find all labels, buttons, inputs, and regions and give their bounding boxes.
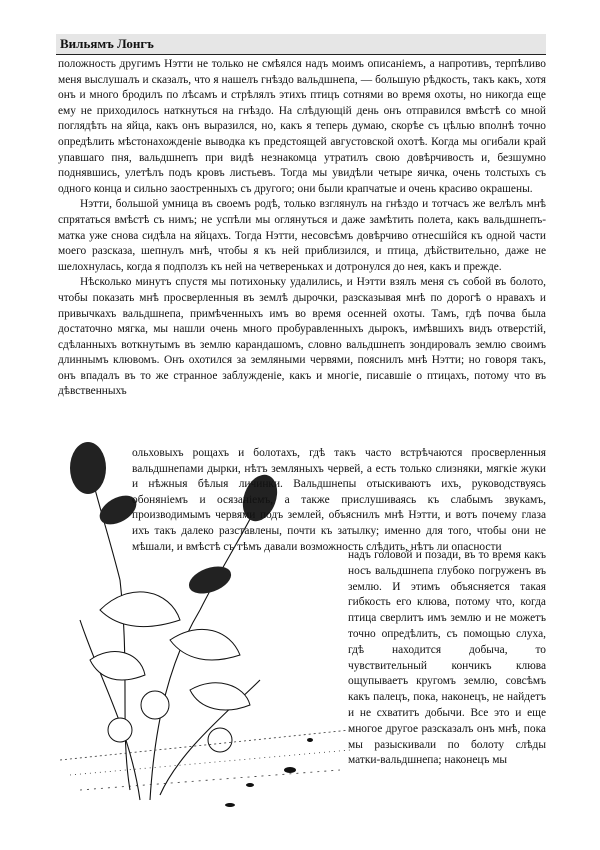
paragraph-3: Нѣсколько минутъ спустя мы потихоньку удалились, и Нэтти взялъ меня съ собой въ болото, чтобы показать мнѣ просверленныя въ землѣ дырочки, разсказывая мнѣ по дорогѣ о нравахъ и привычкахъ вальдшнепа, примѣченныхъ имъ во время осенней охоты. Тамъ, гдѣ почва была достаточно мягка, мы нашли очень много пробуравленныхъ дырокъ, имѣвшихъ видъ отверстiй, сдѣланныхъ воткнутымъ въ землю карандашомъ, словно вальдшнепъ зондировалъ землю своимъ длиннымъ клювомъ. Онъ охотился за земляными червями, пояснилъ мнѣ Нэтти; но говоря такъ, онъ впадалъ въ то же странное заблужденiе, какъ и многiе, писавшiе о птицахъ, потому что въ дѣвственныхъ [58, 276, 546, 398]
running-header [56, 34, 546, 55]
page-body [58, 57, 546, 400]
paragraph-1: положность другимъ Нэтти не только не смѣялся надъ моимъ описанiемъ, а напротивъ, терпѣливо меня выслушалъ и сказалъ, что я нашелъ гнѣздо вальдшнепа, — большую рѣдкость, такъ какъ, хотя онъ и много бродилъ по лѣсамъ и стрѣлялъ этихъ птицъ сотнями во время охоты, но никогда еще ему не приходилось наткнуться на гнѣздо. На слѣдующiй день онъ отправился вмѣстѣ со мной поглядѣть на яйца, какъ онъ выразился, но, какъ я теперь думаю, скорѣе съ цѣлью вполнѣ точно опредѣлить мѣстонахожденiе выводка къ предстоящей августовской охотѣ. Когда мы огибали край упавшаго пня, вальдшнепъ при видѣ незнакомца утратилъ свою довѣрчивость и, безшумно поднявшись, улетѣлъ подъ кровъ листьевъ. Тогда мы увидѣли четыре яичка, очень толстыхъ съ одного конца и сильно заостренныхъ съ другого; они были крапчатые и очень красиво окрашены. [58, 58, 546, 195]
paragraph-2: Нэтти, большой умница въ своемъ родѣ, только взглянулъ на гнѣздо и тотчасъ же велѣлъ мнѣ спрятаться вмѣстѣ съ нимъ; не успѣли мы оглянуться и даже замѣтить полета, какъ вальдшнепъ-матка уже снова сидѣла на яйцахъ. Тогда Нэтти, несовсѣмъ довѣрчиво отнесшiйся къ одной части моего разсказа, шепнулъ мнѣ, чтобы я къ ней приблизился, и птица, дѣйствительно, даже не шелохнулась, когда я подползъ къ ней на четвереньках и дотронулся до нея, какъ и прежде. [58, 198, 546, 273]
wrapped-text-column: надъ головой и позади, въ то время какъ носъ вальдшнепа глубоко погруженъ въ землю. И этимъ объясняется такая гибкость его клюва, потому что, когда птица сверлитъ имъ землю и не можетъ точно опредѣлить, съ помощью слуха, гдѣ находится добыча, то чувствительный кончикъ клюва ощупываетъ кругомъ землю, совсѣмъ какъ палецъ, пока, наконецъ, не найдетъ и не схватитъ добычи. Все это и еще многое другое разсказалъ онъ мнѣ, пока мы разыскивали по болоту слѣды матки-вальдшнепа; наконецъ мы [348, 549, 546, 767]
author-name: Вильямъ Лонгъ [60, 36, 154, 51]
wrapped-text-upper: ольховыхъ рощахъ и болотахъ, гдѣ такъ часто встрѣчаются просверленныя вальдшнепами дырки, нѣтъ земляныхъ червей, а есть только слизняки, мягкiе жуки и нѣжныя бѣлыя личинки. Вальдшнепы отыскиваютъ ихъ, руководствуясь обонянiемъ и осязанiемъ, а также прислушиваясь къ слабымъ звукамъ, производимымъ червями подъ землей, объяснилъ мнѣ Нэтти, и вотъ почему глаза ихъ такъ далеко разставлены, почти къ затылку; именно для того, чтобы они не мѣшали, и вмѣстѣ съ тѣмъ давали возможность слѣдить, нѣтъ ли опасности [132, 447, 546, 553]
